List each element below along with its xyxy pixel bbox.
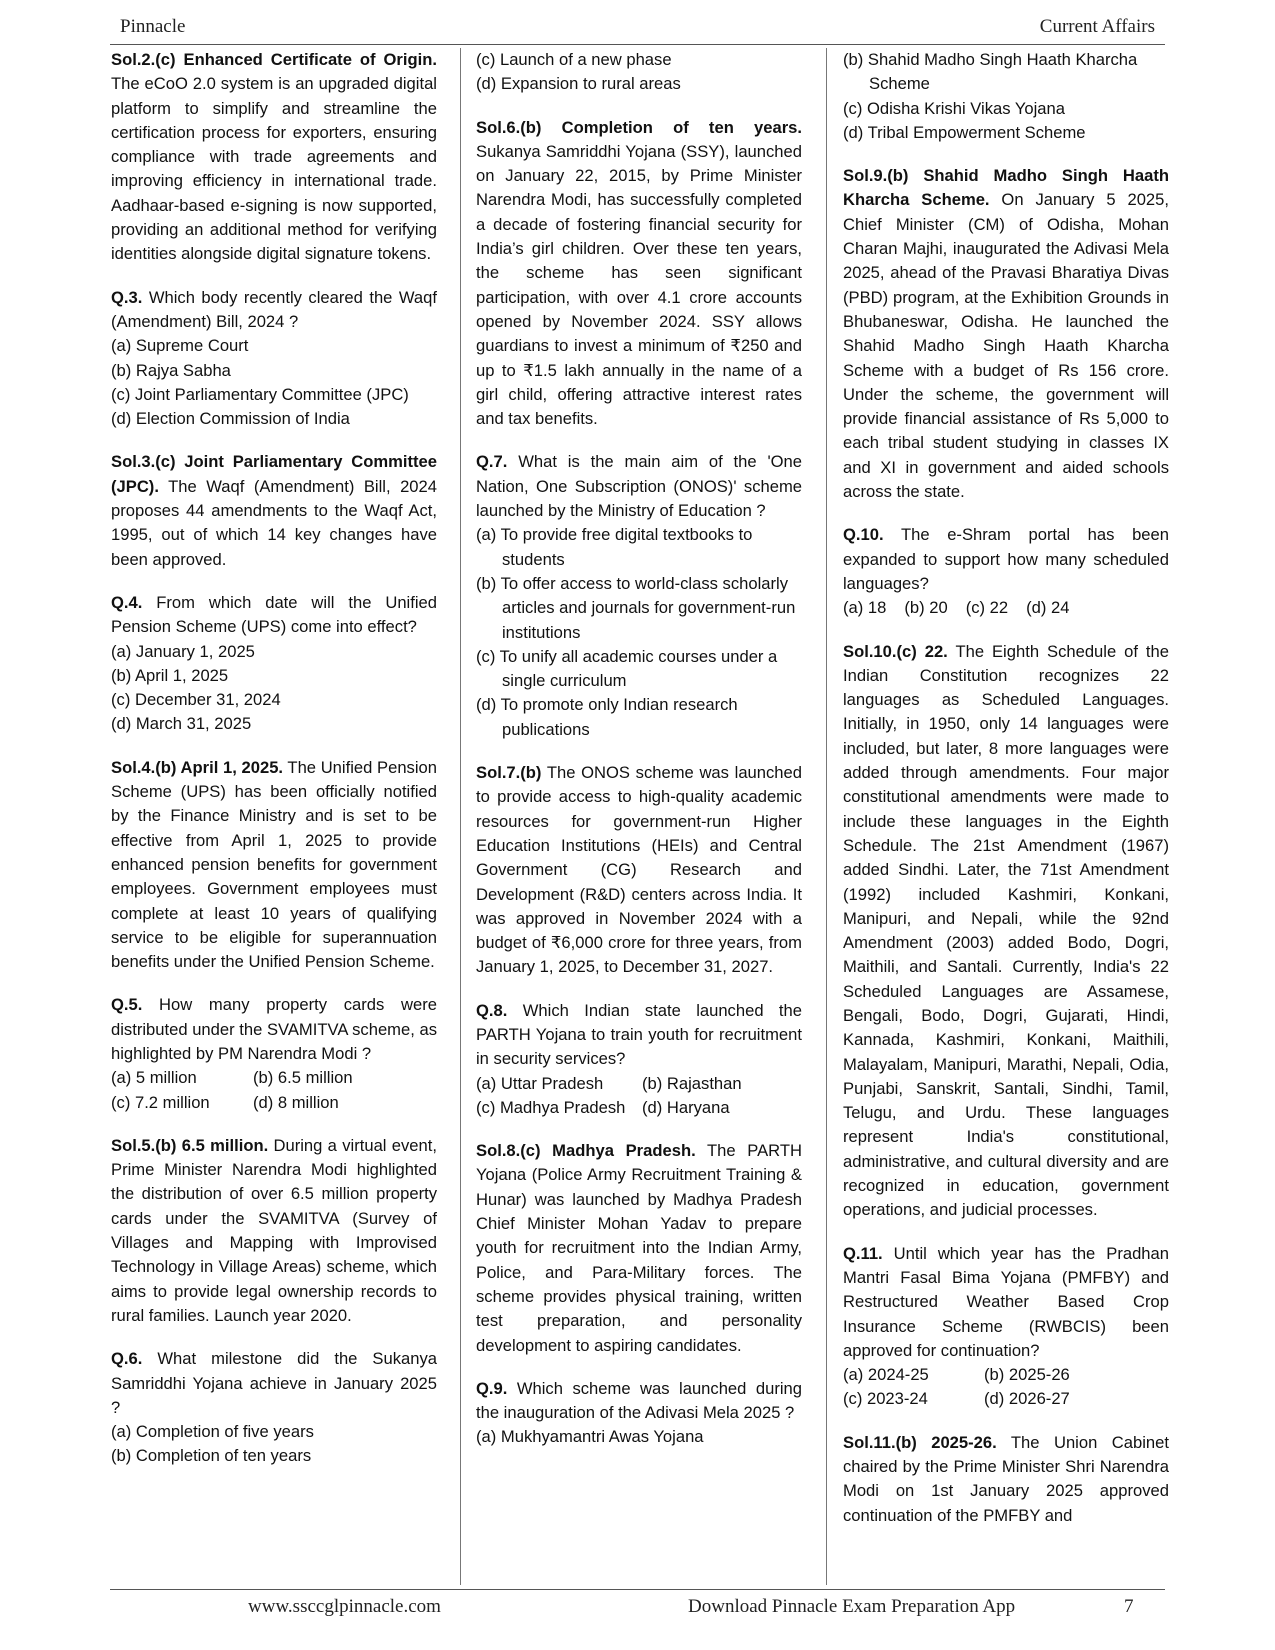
solution-10: Sol.10.(c) 22. The Eighth Schedule of the Indian Constitution recognizes 22 languages as Scheduled Languages. Initially, in 1950, only 14 languages were included, but later, 8 more languages were added through amendments. Four major constitutional amendments were made to include these languages in the Eighth Schedule. The 21st Amendment (1967) added Sindhi. Later, the 71st Amendment (1992) included Kashmiri, Konkani, Manipuri, and Nepali, while the 92nd Amendment (2003) added Bodo, Dogri, Maithili, and Santali. Currently, India's 22 Scheduled Languages are Assamese, Bengali, Bodo, Dogri, Gujarati, Hindi, Kannada, Kashmiri, Konkani, Maithili, Malayalam, Manipuri, Marathi, Nepali, Odia, Punjabi, Sanskrit, Santali, Sindhi, Tamil, Telugu, and Urdu. These languages represent India's constitutional, administrative, and cultural diversity and are recognized in education, government operations, and judicial processes. xyxy=(843,641,1169,1220)
option: (b) To offer access to world-class scholarly articles and journals for government-run institutions xyxy=(476,573,796,642)
question-6-continued xyxy=(476,48,802,97)
footer-app-promo: Download Pinnacle Exam Preparation App xyxy=(688,1596,1016,1617)
header-rule xyxy=(110,44,1165,45)
option: (b) Rajasthan xyxy=(642,1073,742,1093)
option: (a) Completion of five years xyxy=(111,1422,314,1442)
option: (c) Joint Parliamentary Committee (JPC) xyxy=(111,384,409,404)
option: (b) Shahid Madho Singh Haath Kharcha Scheme xyxy=(843,50,1138,94)
option: (b) Rajya Sabha xyxy=(111,360,231,380)
option: (b) April 1, 2025 xyxy=(111,665,229,685)
question-10: Q.10. The e-Shram portal has been expanded to support how many scheduled languages? (a) 18 (b) 20 (c) 22 (d) 24 xyxy=(843,525,1169,618)
option: (d) Election Commission of India xyxy=(111,409,350,429)
option: (b) 6.5 million xyxy=(253,1068,353,1088)
option: (c) 7.2 million xyxy=(111,1092,210,1112)
option: (c) December 31, 2024 xyxy=(111,690,281,710)
option: (d) Haryana xyxy=(642,1097,730,1117)
option: (b) 20 xyxy=(904,598,948,618)
column-divider-2 xyxy=(826,48,827,1585)
option: (d) Expansion to rural areas xyxy=(476,74,681,94)
option: (a) January 1, 2025 xyxy=(111,641,255,661)
option: (a) 18 xyxy=(843,598,887,618)
question-5: Q.5. How many property cards were distributed under the SVAMITVA scheme, as highlighted by PM Narendra Modi ? (a) 5 million (b) 6.5 million (c) 7.2 million (d) 8 million xyxy=(111,993,437,1114)
footer-rule xyxy=(110,1589,1165,1590)
option: (c) 2023-24 xyxy=(843,1389,928,1409)
question-3: Q.3. Which body recently cleared the Waqf (Amendment) Bill, 2024 ? (a) Supreme Court (b) Rajya Sabha (c) Joint Parliamentary Committee (JPC) (d) Election Commission of India xyxy=(111,286,437,432)
solution-2: Sol.2.(c) Enhanced Certificate of Origin. The eCoO 2.0 system is an upgraded digital platform to simplify and streamline the certification process for exporters, ensuring compliance with trade agreements and improving efficiency in international trade. Aadhaar-based e-signing is now supported, providing an additional method for verifying identities alongside digital signature tokens. xyxy=(111,50,437,264)
solution-5: Sol.5.(b) 6.5 million. During a virtual event, Prime Minister Narendra Modi highlighted the distribution of over 6.5 million property cards under the SVAMITVA (Survey of Villages and Mapping with Improvised Technology in Village Areas) scheme, which aims to provide legal ownership records to rural families. Launch year 2020. xyxy=(111,1135,437,1325)
option: (a) To provide free digital textbooks to students xyxy=(476,525,753,569)
option: (c) Launch of a new phase xyxy=(476,50,672,69)
page-number: 7 xyxy=(1124,1596,1134,1617)
option: (d) 2026-27 xyxy=(984,1389,1070,1409)
question-6: Q.6. What milestone did the Sukanya Samriddhi Yojana achieve in January 2025 ? (a) Completion of five years (b) Completion of ten years xyxy=(111,1347,437,1468)
option: (a) 2024-25 xyxy=(843,1365,929,1385)
column-1 xyxy=(111,48,437,1488)
option: (c) Madhya Pradesh xyxy=(476,1097,626,1117)
option: (c) 22 xyxy=(965,598,1009,618)
solution-4: Sol.4.(b) April 1, 2025. The Unified Pension Scheme (UPS) has been officially notified by the Finance Ministry and is set to be effective from April 1, 2025 to provide enhanced pension benefits for government employees. Government employees must complete at least 10 years of qualifying service to be eligible for superannuation benefits under the Unified Pension Scheme. xyxy=(111,757,438,972)
solution-9: Sol.9.(b) Shahid Madho Singh Haath Kharcha Scheme. On January 5 2025, Chief Minister (CM) of Odisha, Mohan Charan Majhi, inaugurated the Adivasi Mela 2025, ahead of the Pravasi Bharatiya Divas (PBD) program, at the Exhibition Grounds in Bhubaneswar, Odisha. He launched the Shahid Madho Singh Haath Kharcha Scheme with a budget of Rs 156 crore. Under the scheme, the government will provide financial assistance of Rs 5,000 to each tribal student studying in classes IX and XI in government and aided schools across the state. xyxy=(843,166,1169,502)
option: (b) 2025-26 xyxy=(984,1365,1070,1385)
option: (d) 24 xyxy=(1026,598,1070,618)
question-9-continued xyxy=(843,48,1169,145)
option: (a) 5 million xyxy=(111,1068,197,1088)
page-header xyxy=(118,16,1157,46)
question-8: Q.8. Which Indian state launched the PARTH Yojana to train youth for recruitment in security services? (a) Uttar Pradesh (b) Rajasthan (c) Madhya Pradesh (d) Haryana xyxy=(476,999,802,1120)
solution-11: Sol.11.(b) 2025-26. The Union Cabinet chaired by the Prime Minister Shri Narendra Modi on 1st January 2025 approved continuation of the PMFBY and xyxy=(843,1432,1169,1525)
option: (b) Completion of ten years xyxy=(111,1446,312,1466)
column-divider-1 xyxy=(460,48,461,1585)
option: (a) Uttar Pradesh xyxy=(476,1073,604,1093)
question-9: Q.9. Which scheme was launched during the inauguration of the Adivasi Mela 2025 ? (a) Mukhyamantri Awas Yojana xyxy=(476,1377,802,1450)
question-11: Q.11. Until which year has the Pradhan Mantri Fasal Bima Yojana (PMFBY) and Restructured Weather Based Crop Insurance Scheme (RWBCIS) been approved for continuation? (a) 2024-25 (b) 2025-26 (c) 2023-24 (d) 2026-27 xyxy=(843,1242,1169,1412)
column-2 xyxy=(476,48,802,1469)
solution-7: Sol.7.(b) The ONOS scheme was launched to provide access to high-quality academic resources for government-run Higher Education Institutions (HEIs) and Central Government (CG) Research and Development (R&D) centers across India. It was approved in November 2024 with a budget of ₹6,000 crore for three years, from January 1, 2025, to December 31, 2027. xyxy=(476,763,802,977)
header-brand: Pinnacle xyxy=(120,16,186,37)
solution-8: Sol.8.(c) Madhya Pradesh. The PARTH Yojana (Police Army Recruitment Training & Hunar) was launched by Madhya Pradesh Chief Minister Mohan Yadav to prepare youth for recruitment into the Indian Army, Police, and Para-Military forces. The scheme provides physical training, written test preparation, and personality development to aspiring candidates. xyxy=(476,1141,802,1355)
option: (c) To unify all academic courses under a single curriculum xyxy=(476,646,778,691)
header-section: Current Affairs xyxy=(1039,16,1155,37)
option: (d) Tribal Empowerment Scheme xyxy=(843,122,1086,142)
question-4: Q.4. From which date will the Unified Pension Scheme (UPS) come into effect? (a) January 1, 2025 (b) April 1, 2025 (c) December 31, 2024 (d) March 31, 2025 xyxy=(111,591,437,737)
option: (a) Supreme Court xyxy=(111,336,249,356)
footer-website-link[interactable]: www.ssccglpinnacle.com xyxy=(248,1596,441,1617)
solution-3: Sol.3.(c) Joint Parliamentary Committee (JPC). The Waqf (Amendment) Bill, 2024 proposes 44 amendments to the Waqf Act, 1995, out of which 14 key changes have been approved. xyxy=(111,452,437,569)
column-3 xyxy=(843,48,1169,1547)
option: (d) To promote only Indian research publications xyxy=(476,695,738,739)
question-7: Q.7. What is the main aim of the 'One Nation, One Subscription (ONOS)' scheme launched by the Ministry of Education ? (a) To provide free digital textbooks to students (b) To offer access to world-class scholarly articles and journals for government-run institutions (c) To unify all academic courses under a single curriculum (d) To promote only Indian research publications xyxy=(476,450,802,742)
option: (d) 8 million xyxy=(253,1092,339,1112)
option: (a) Mukhyamantri Awas Yojana xyxy=(476,1427,704,1447)
solution-6: Sol.6.(b) Completion of ten years. Sukanya Samriddhi Yojana (SSY), launched on January 22, 2015, by Prime Minister Narendra Modi, has successfully completed a decade of fostering financial security for India’s girl children. Over these ten years, the scheme has seen significant participation, with over 4.1 crore accounts opened by November 2024. SSY allows guardians to invest a minimum of ₹250 and up to ₹1.5 lakh annually in the name of a girl child, offering attractive interest rates and tax benefits. xyxy=(476,117,802,429)
option: (c) Odisha Krishi Vikas Yojana xyxy=(843,98,1065,118)
option: (d) March 31, 2025 xyxy=(111,714,252,734)
